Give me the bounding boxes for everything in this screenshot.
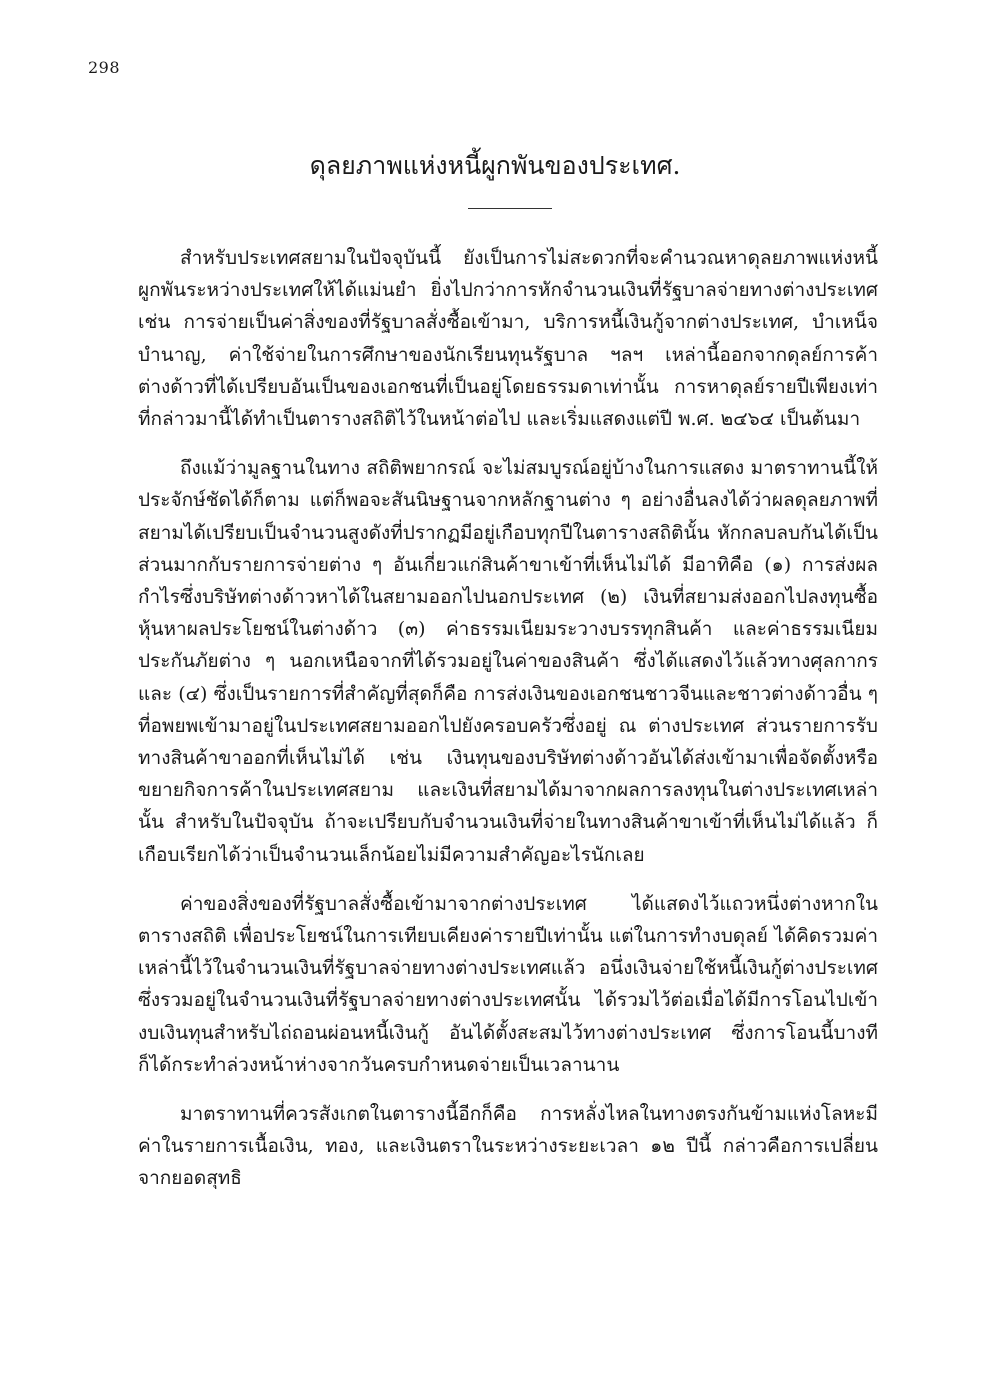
- title-underline: [468, 208, 552, 209]
- page-number: 298: [88, 58, 121, 77]
- body-text: [138, 242, 878, 1195]
- paragraph-3: ค่าของสิ่งของที่รัฐบาลสั่งซื้อเข้ามาจากต่างประเทศ ได้แสดงไว้แถวหนึ่งต่างหากในตารางสถิติ เพื่อประโยชน์ในการเทียบเคียงค่ารายปีเท่านั้น แต่ในการทำงบดุลย์ ได้คิดรวมค่าเหล่านี้ไว้ในจำนวนเงินที่รัฐบาลจ่ายทางต่างประเทศแล้ว อนึ่งเงินจ่ายใช้หนี้เงินกู้ต่างประเทศซึ่งรวมอยู่ในจำนวนเงินที่รัฐบาลจ่ายทางต่างประเทศนั้น ได้รวมไว้ต่อเมื่อได้มีการโอนไปเข้างบเงินทุนสำหรับไถ่ถอนผ่อนหนี้เงินกู้ อันได้ตั้งสะสมไว้ทางต่างประเทศ ซึ่งการโอนนี้บางทีก็ได้กระทำล่วงหน้าห่างจากวันครบกำหนดจ่ายเป็นเวลานาน: [138, 892, 878, 1076]
- paragraph-1: สำหรับประเทศสยามในปัจจุบันนี้ ยังเป็นการไม่สะดวกที่จะคำนวณหาดุลยภาพแห่งหนี้ผูกพันระหว่างประเทศให้ได้แม่นยำ ยิ่งไปกว่าการหักจำนวนเงินที่รัฐบาลจ่ายทางต่างประเทศ เช่น การจ่ายเป็นค่าสิ่งของที่รัฐบาลสั่งซื้อเข้ามา, บริการหนี้เงินกู้จากต่างประเทศ, บำเหน็จบำนาญ, ค่าใช้จ่ายในการศึกษาของนักเรียนทุนรัฐบาล ฯลฯ เหล่านี้ออกจากดุลย์การค้าต่างด้าวที่ได้เปรียบอันเป็นของเอกชนที่เป็นอยู่โดยธรรมดาเท่านั้น การหาดุลย์รายปีเพียงเท่าที่กล่าวมานี้ได้ทำเป็นตารางสถิติไว้ในหน้าต่อไป และเริ่มแสดงแต่ปี พ.ศ. ๒๔๖๔ เป็นต้นมา: [138, 247, 878, 431]
- paragraph-2: ถึงแม้ว่ามูลฐานในทาง สถิติพยากรณ์ จะไม่สมบูรณ์อยู่บ้างในการแสดง มาตราทานนี้ให้ประจักษ์ชัดได้ก็ตาม แต่ก็พอจะสันนิษฐานจากหลักฐานต่าง ๆ อย่างอื่นลงได้ว่าผลดุลยภาพที่สยามได้เปรียบเป็นจำนวนสูงดังที่ปรากฏมีอยู่เกือบทุกปีในตารางสถิตินั้น หักกลบลบกันได้เป็นส่วนมากกับรายการจ่ายต่าง ๆ อันเกี่ยวแก่สินค้าขาเข้าที่เห็นไม่ได้ มีอาทิคือ (๑) การส่งผลกำไรซึ่งบริษัทต่างด้าวหาได้ในสยามออกไปนอกประเทศ (๒) เงินที่สยามส่งออกไปลงทุนซื้อหุ้นหาผลประโยชน์ในต่างด้าว (๓) ค่าธรรมเนียมระวางบรรทุกสินค้า และค่าธรรมเนียมประกันภัยต่าง ๆ นอกเหนือจากที่ได้รวมอยู่ในค่าของสินค้า ซึ่งได้แสดงไว้แล้วทางศุลกากร และ (๔) ซึ่งเป็นรายการที่สำคัญที่สุดก็คือ การส่งเงินของเอกชนชาวจีนและชาวต่างด้าวอื่น ๆ ที่อพยพเข้ามาอยู่ในประเทศสยามออกไปยังครอบครัวซึ่งอยู่ ณ ต่างประเทศ ส่วนรายการรับทางสินค้าขาออกที่เห็นไม่ได้ เช่น เงินทุนของบริษัทต่างด้าวอันได้ส่งเข้ามาเพื่อจัดตั้งหรือขยายกิจการค้าในประเทศสยาม และเงินที่สยามได้มาจากผลการลงทุนในต่างประเทศเหล่านั้น สำหรับในปัจจุบัน ถ้าจะเปรียบกับจำนวนเงินที่จ่ายในทางสินค้าขาเข้าที่เห็นไม่ได้แล้ว ก็เกือบเรียกได้ว่าเป็นจำนวนเล็กน้อยไม่มีความสำคัญอะไรนักเลย: [138, 457, 878, 866]
- page-title: ดุลยภาพแห่งหนี้ผูกพันของประเทศ.: [309, 151, 681, 180]
- paragraph-4: มาตราทานที่ควรสังเกตในตารางนี้อีกก็คือ การหลั่งไหลในทางตรงกันข้ามแห่งโลหะมีค่าในรายการเนื้อเงิน, ทอง, และเงินตราในระหว่างระยะเวลา ๑๒ ปีนี้ กล่าวคือการเปลี่ยนจากยอดสุทธิ: [138, 1103, 878, 1190]
